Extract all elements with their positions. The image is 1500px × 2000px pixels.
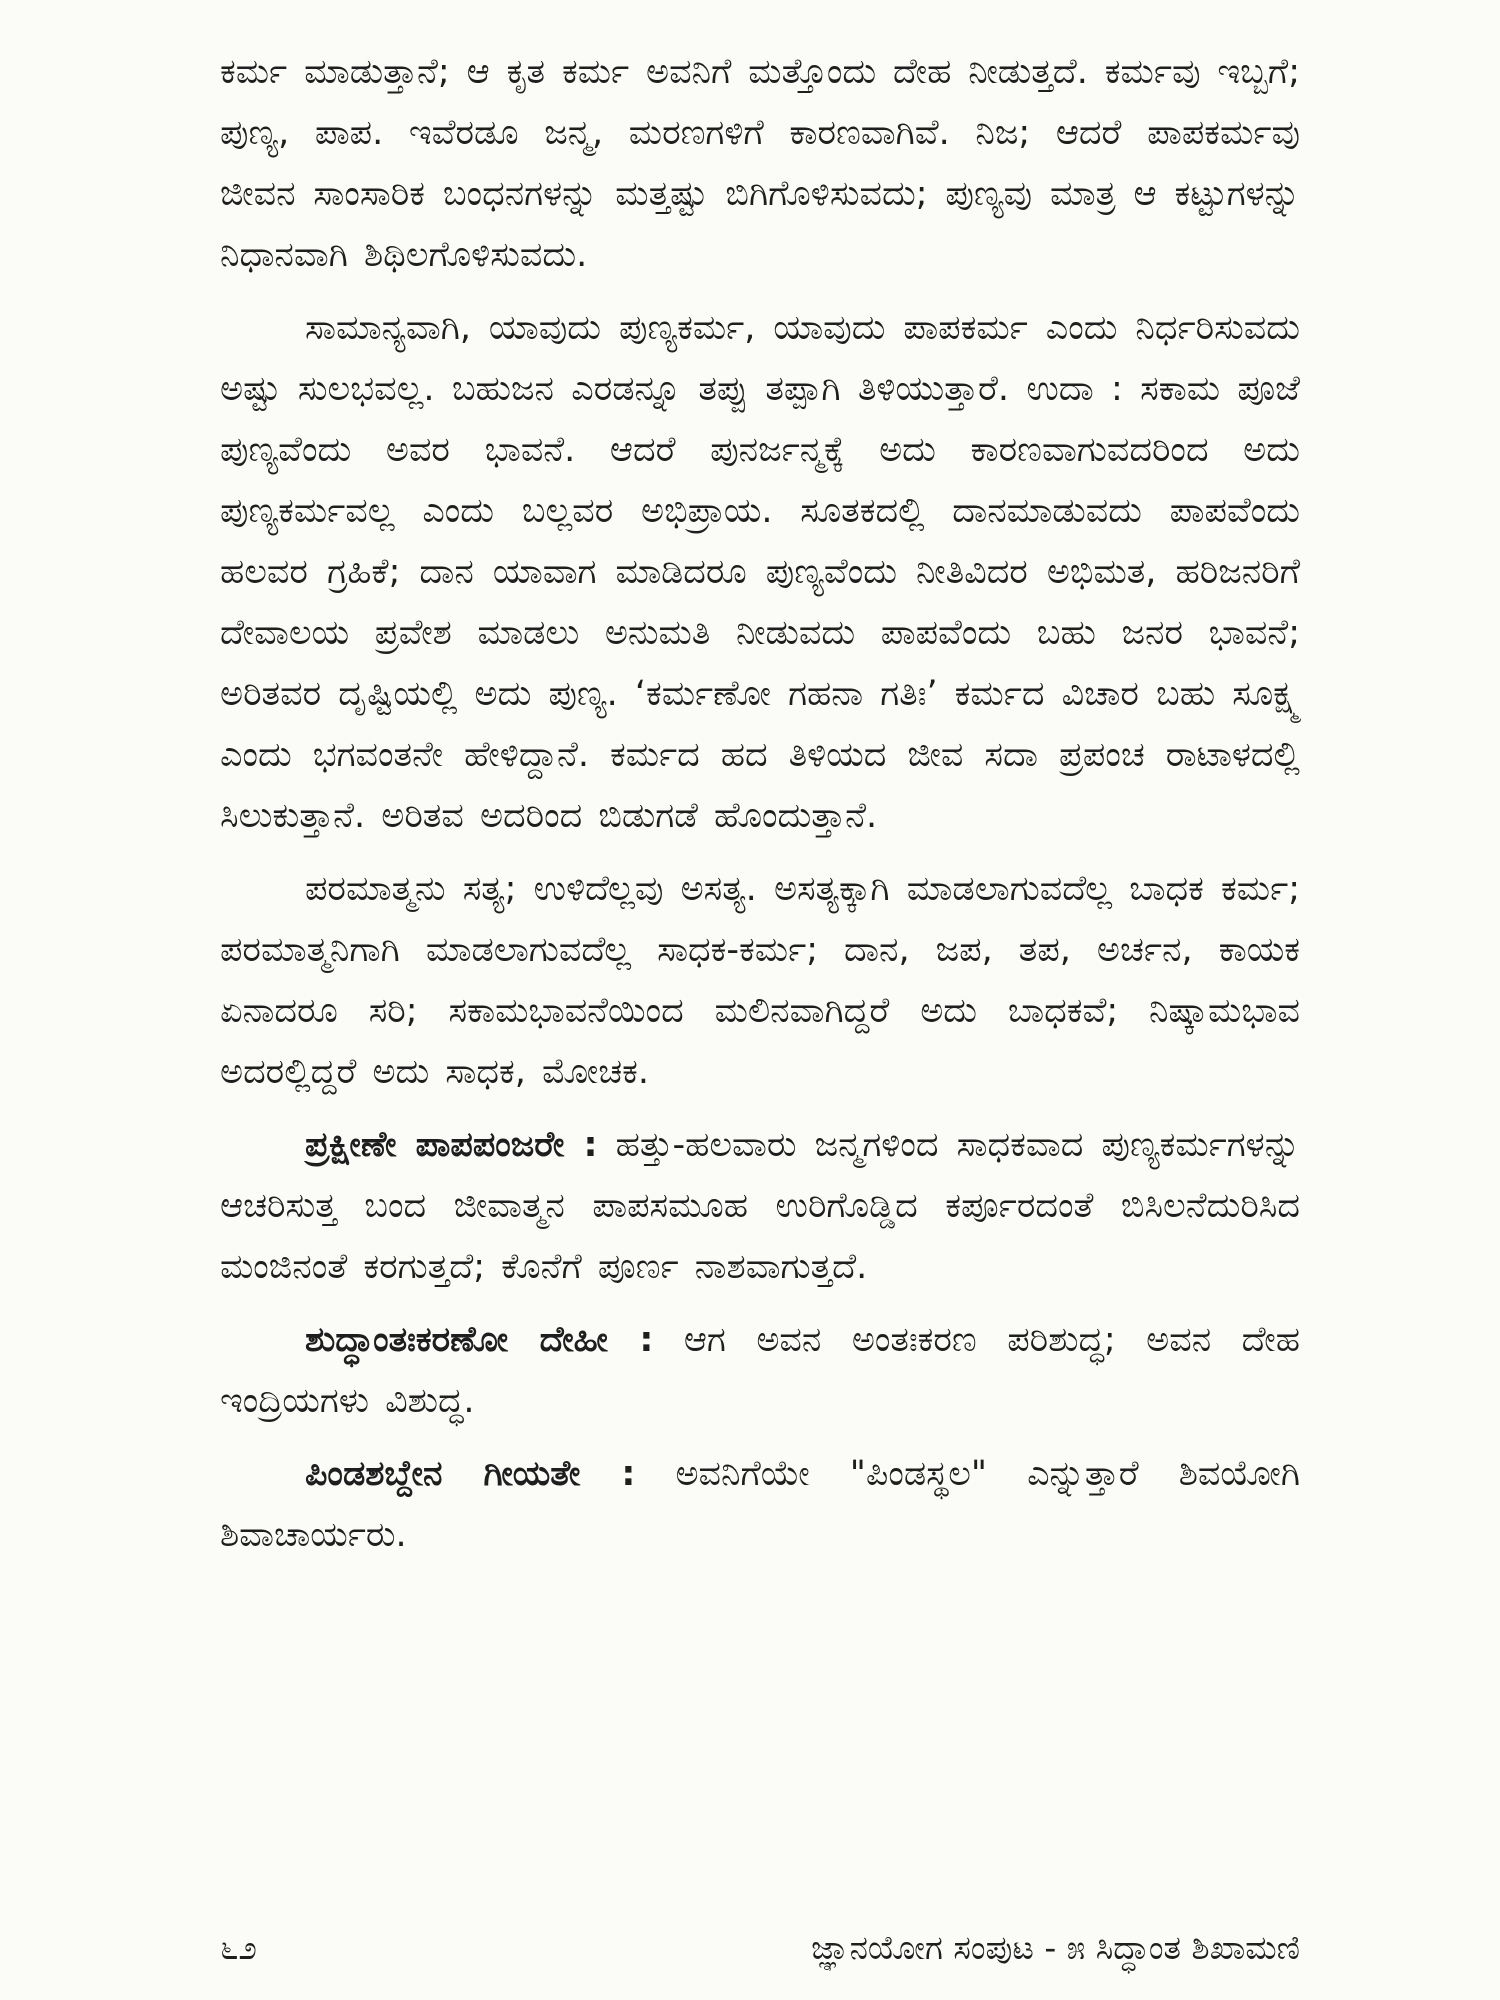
paragraph-4-text: ಹತ್ತು-ಹಲವಾರು ಜನ್ಮಗಳಿಂದ ಸಾಧಕವಾದ ಪುಣ್ಯಕರ್ಮಗಳನ್ನು ಆಚರಿಸುತ್ತ ಬಂದ ಜೀವಾತ್ಮನ ಪಾಪಸಮೂಹ ಉರಿಗೊಡ್ಡಿದ ಕರ್ಪೂರದಂತೆ ಬಿಸಿಲನೆದುರಿಸಿದ ಮಂಜಿನಂತೆ ಕರಗುತ್ತದೆ; ಕೊನೆಗೆ ಪೂರ್ಣ ನಾಶವಾಗುತ್ತದೆ.	[220, 1125, 1301, 1287]
paragraph-5-text: ಆಗ ಅವನ ಅಂತಃಕರಣ ಪರಿಶುದ್ಧ; ಅವನ ದೇಹ ಇಂದ್ರಿಯಗಳು ವಿಶುದ್ಧ.	[220, 1320, 1300, 1421]
paragraph-5-lead: ಶುದ್ಧಾಂತಃಕರಣೋ ದೇಹೀ :	[305, 1320, 654, 1360]
paragraph-1-text: ಕರ್ಮ ಮಾಡುತ್ತಾನೆ; ಆ ಕೃತ ಕರ್ಮ ಅವನಿಗೆ ಮತ್ತೊಂದು ದೇಹ ನೀಡುತ್ತದೆ. ಕರ್ಮವು ಇಬ್ಬಗೆ; ಪುಣ್ಯ, ಪಾಪ. ಇವೆರಡೂ ಜನ್ಮ, ಮರಣಗಳಿಗೆ ಕಾರಣವಾಗಿವೆ. ನಿಜ; ಆದರೆ ಪಾಪಕರ್ಮವು ಜೀವನ ಸಾಂಸಾರಿಕ ಬಂಧನಗಳನ್ನು ಮತ್ತಷ್ಟು ಬಿಗಿಗೊಳಿಸುವದು; ಪುಣ್ಯವು ಮಾತ್ರ ಆ ಕಟ್ಟುಗಳನ್ನು ನಿಧಾನವಾಗಿ ಶಿಥಿಲಗೊಳಿಸುವದು.	[220, 52, 1300, 275]
page-number: ೬೨	[220, 1928, 257, 1967]
paragraph-3	[220, 859, 1300, 1103]
running-title: ಜ್ಞಾನಯೋಗ ಸಂಪುಟ - ೫ ಸಿದ್ಧಾಂತ ಶಿಖಾಮಣಿ	[811, 1928, 1300, 1967]
paragraph-2-text: ಸಾಮಾನ್ಯವಾಗಿ, ಯಾವುದು ಪುಣ್ಯಕರ್ಮ, ಯಾವುದು ಪಾಪಕರ್ಮ ಎಂದು ನಿರ್ಧರಿಸುವದು ಅಷ್ಟು ಸುಲಭವಲ್ಲ. ಬಹುಜನ ಎರಡನ್ನೂ ತಪ್ಪು ತಪ್ಪಾಗಿ ತಿಳಿಯುತ್ತಾರೆ. ಉದಾ : ಸಕಾಮ ಪೂಜೆ ಪುಣ್ಯವೆಂದು ಅವರ ಭಾವನೆ. ಆದರೆ ಪುನರ್ಜನ್ಮಕ್ಕೆ ಅದು ಕಾರಣವಾಗುವದರಿಂದ ಅದು ಪುಣ್ಯಕರ್ಮವಲ್ಲ ಎಂದು ಬಲ್ಲವರ ಅಭಿಪ್ರಾಯ. ಸೂತಕದಲ್ಲಿ ದಾನಮಾಡುವದು ಪಾಪವೆಂದು ಹಲವರ ಗ್ರಹಿಕೆ; ದಾನ ಯಾವಾಗ ಮಾಡಿದರೂ ಪುಣ್ಯವೆಂದು ನೀತಿವಿದರ ಅಭಿಮತ, ಹರಿಜನರಿಗೆ ದೇವಾಲಯ ಪ್ರವೇಶ ಮಾಡಲು ಅನುಮತಿ ನೀಡುವದು ಪಾಪವೆಂದು ಬಹು ಜನರ ಭಾವನೆ; ಅರಿತವರ ದೃಷ್ಟಿಯಲ್ಲಿ ಅದು ಪುಣ್ಯ. ‘ಕರ್ಮಣೋ ಗಹನಾ ಗತಿಃ’ ಕರ್ಮದ ವಿಚಾರ ಬಹು ಸೂಕ್ಷ್ಮ ಎಂದು ಭಗವಂತನೇ ಹೇಳಿದ್ದಾನೆ. ಕರ್ಮದ ಹದ ತಿಳಿಯದ ಜೀವ ಸದಾ ಪ್ರಪಂಚ ರಾಟಾಳದಲ್ಲಿ ಸಿಲುಕುತ್ತಾನೆ. ಅರಿತವ ಅದರಿಂದ ಬಿಡುಗಡೆ ಹೊಂದುತ್ತಾನೆ.	[220, 308, 1300, 836]
paragraph-6-lead: ಪಿಂಡಶಬ್ದೇನ ಗೀಯತೇ :	[305, 1454, 636, 1494]
paragraph-4	[220, 1115, 1300, 1298]
paragraph-6-text: ಅವನಿಗೆಯೇ "ಪಿಂಡಸ್ಥಲ" ಎನ್ನುತ್ತಾರೆ ಶಿವಯೋಗಿ ಶಿವಾಚಾರ್ಯರು.	[220, 1454, 1301, 1555]
page-footer	[220, 1928, 1300, 1968]
paragraph-2	[220, 298, 1300, 847]
paragraph-3-text: ಪರಮಾತ್ಮನು ಸತ್ಯ; ಉಳಿದೆಲ್ಲವು ಅಸತ್ಯ. ಅಸತ್ಯಕ್ಕಾಗಿ ಮಾಡಲಾಗುವದೆಲ್ಲ ಬಾಧಕ ಕರ್ಮ; ಪರಮಾತ್ಮನಿಗಾಗಿ ಮಾಡಲಾಗುವದೆಲ್ಲ ಸಾಧಕ-ಕರ್ಮ; ದಾನ, ಜಪ, ತಪ, ಅರ್ಚನ, ಕಾಯಕ ಏನಾದರೂ ಸರಿ; ಸಕಾಮಭಾವನೆಯಿಂದ ಮಲಿನವಾಗಿದ್ದರೆ ಅದು ಬಾಧಕವೆ; ನಿಷ್ಕಾಮಭಾವ ಅದರಲ್ಲಿದ್ದರೆ ಅದು ಸಾಧಕ, ಮೋಚಕ.	[220, 869, 1300, 1092]
paragraph-5	[220, 1310, 1300, 1432]
paragraph-1	[220, 42, 1300, 286]
paragraph-6	[220, 1444, 1300, 1566]
paragraph-4-lead: ಪ್ರಕ್ಷೀಣೇ ಪಾಪಪಂಜರೇ :	[305, 1125, 598, 1165]
